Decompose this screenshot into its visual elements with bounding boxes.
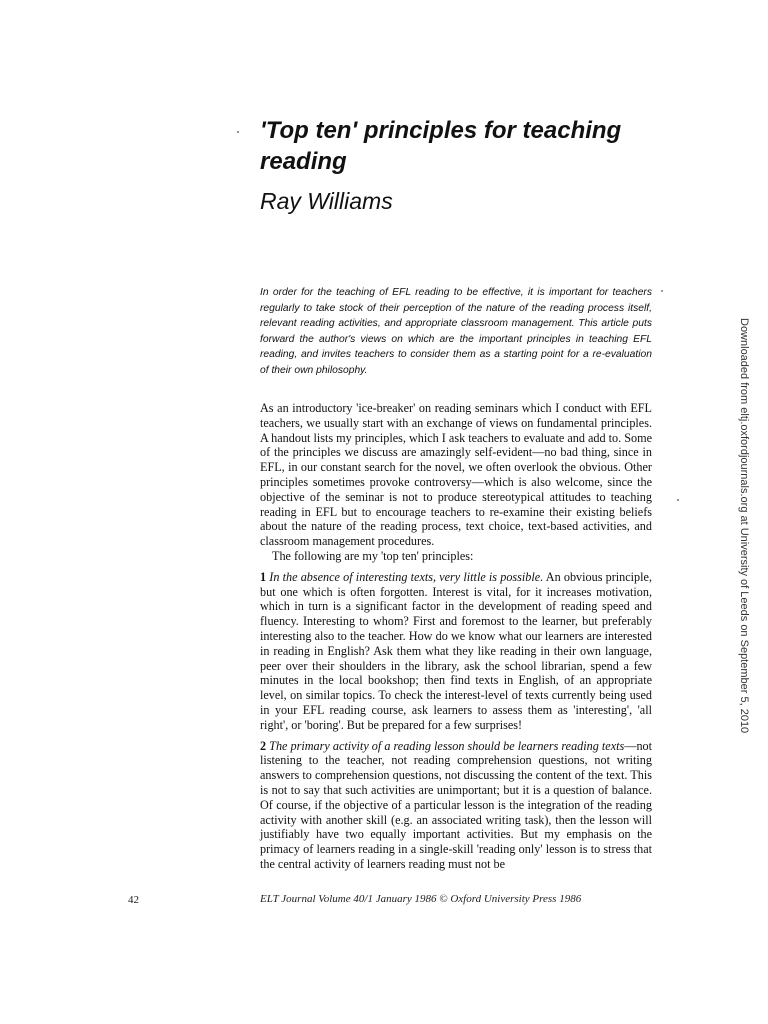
scan-speck — [661, 290, 663, 292]
principle-number: 2 — [260, 738, 267, 753]
abstract: In order for the teaching of EFL reading to be effective, it is important for teachers regularly to take stock of their perception of the nature of the reading process itself, relevant reading activities, and appropriate classroom management. This article puts forward the author's views on which are the important principles in teaching EFL reading, and invites teachers to consider them as a starting point for a re-evaluation of their own philosophy. — [260, 287, 652, 376]
author-name: Ray Williams — [260, 188, 393, 214]
download-watermark: Downloaded from eltj.oxfordjournals.org at University of Leeds on September 5, 2010 — [738, 318, 750, 734]
scan-speck — [677, 499, 679, 501]
principle-2 — [260, 739, 652, 872]
paragraph-intro: As an introductory 'ice-breaker' on reading seminars which I conduct with EFL teachers, we usually start with an exchange of views on fundamental principles. A handout lists my principles, which I ask teachers to evaluate and add to. Some of the principles we discuss are amazingly self-evident—no bad thing, since in EFL, in our constant search for the novel, we often overlook the obvious. Other principles sometimes provoke controversy—which is also welcome, since the objective of the seminar is not to produce stereotypical attitudes to teaching reading in EFL but to encourage teachers to re-examine their existing beliefs about the nature of the reading process, text choice, text-based activities, and classroom management procedures. — [260, 401, 652, 549]
article-body — [260, 401, 652, 872]
principle-number: 1 — [260, 569, 267, 584]
principle-1 — [260, 570, 652, 733]
article-title: 'Top ten' principles for teaching reading — [260, 117, 622, 175]
principle-text: —not listening to the teacher, not reading comprehension questions, not writing answers to comprehension questions, not discussing the content of the text. This is not to say that such activities are unimportant; but it is a question of balance. Of course, if the objective of a particular lesson is the integration of the reading activity with another skill (e.g. an associated writing task), then the lesson will justifiably have two equally important activities. But my emphasis on the primacy of learners reading in a single-skill 'reading only' lesson is to stress that the central activity of learners reading must not be — [260, 738, 653, 871]
principle-heading: The primary activity of a reading lesson should be learners reading texts — [269, 738, 625, 753]
principle-heading: In the absence of interesting texts, very little is possible. — [269, 569, 544, 584]
journal-footer: ELT Journal Volume 40/1 January 1986 © Oxford University Press 1986 — [260, 893, 582, 905]
principle-text: An obvious principle, but one which is often forgotten. Interest is vital, for it increases motivation, which in turn is a significant factor in the development of reading speed and fluency. Interesting to whom? First and foremost to the learner, but preferably interesting also to the teacher. How do we know what our learners are interested in reading in English? Ask them what they like reading in their own language, peer over their shoulders in the library, ask the school librarian, spend a few minutes in the local bookshop; then find texts in English, of an appropriate level, on similar topics. To check the interest-level of texts currently being used in your EFL reading course, ask learners to assess them as 'interesting', 'all right', or 'boring'. But be prepared for a few surprises! — [260, 569, 652, 732]
scan-speck — [237, 131, 239, 133]
page-number: 42 — [128, 894, 139, 906]
paragraph-lead-in: The following are my 'top ten' principles: — [272, 548, 474, 563]
